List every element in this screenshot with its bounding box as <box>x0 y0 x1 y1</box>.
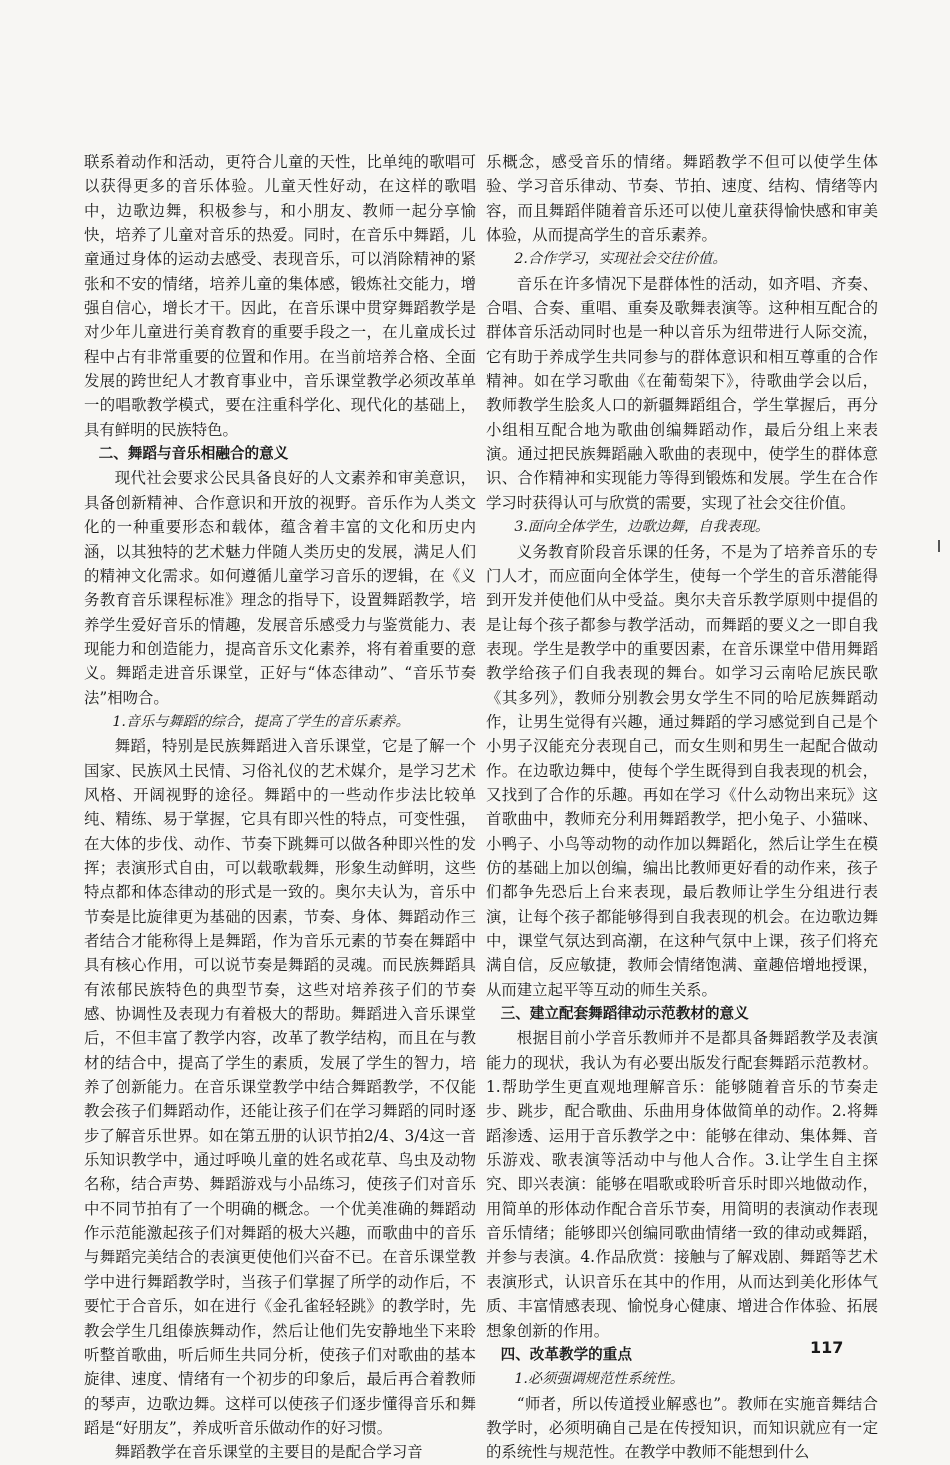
paragraph: 舞蹈教学在音乐课堂的主要目的是配合学习音 <box>114 1443 423 1462</box>
page-number: 117 <box>810 1338 844 1357</box>
paragraph: “师者，所以传道授业解惑也”。教师在实施音舞结合教学时，必须明确自己是在传授知识，而知识就应有一定的系统性与规范性。在教学中教师不能想到什么 <box>486 1394 878 1462</box>
paragraph: 音乐在许多情况下是群体性的活动，如齐唱、齐奏、合唱、合奏、重唱、重奏及歌舞表演等。这种相互配合的群体音乐活动同时也是一种以音乐为纽带进行人际交流，它有助于养成学生共同参与的群体意识和相互尊重的合作精神。如在学习歌曲《在葡萄架下》，待歌曲学会以后，教师教学生脍炙人口的新疆舞蹈组合，学生掌握后，再分小组相互配合地为歌曲创编舞蹈动作，最后分组上来表演。通过把民族舞蹈融入歌曲的表现中，使学生的群体意识、合作精神和实现能力等得到锻炼和发展。学生在合作学习时获得认可与欣赏的需要，实现了社会交往价值。 <box>486 274 878 512</box>
paragraph: 现代社会要求公民具备良好的人文素养和审美意识，具备创新精神、合作意识和开放的视野。音乐作为人类文化的一种重要形态和载体，蕴含着丰富的文化和历史内涵，以其独特的艺术魅力伴随人类历史的发展，满足人们的精神文化需求。如何遵循儿童学习音乐的逻辑，在《义务教育音乐课程标准》理念的指导下，设置舞蹈教学，培养学生爱好音乐的情趣，发展音乐感受力与鉴赏能力、表现能力和创造能力，提高音乐文化素养，将有着重要的意义。舞蹈走进音乐课堂，正好与“体态律动”、“音乐节奏法”相吻合。 <box>84 469 476 707</box>
left-column <box>84 150 476 1465</box>
subsection-heading: 3.面向全体学生，边歌边舞，自我表现。 <box>514 519 770 536</box>
scan-mark <box>938 540 940 552</box>
section-heading: 四、改革教学的重点 <box>500 1345 632 1363</box>
section-heading: 二、舞蹈与音乐相融合的意义 <box>98 445 289 463</box>
paragraph: 义务教育阶段音乐课的任务，不是为了培养音乐的专门人才，而应面向全体学生，使每一个学生的音乐潜能得到开发并使他们从中受益。奥尔夫音乐教学原则中提倡的是让每个孩子都参与教学活动，而舞蹈的要义之一即自我表现。学生是教学中的重要因素，在音乐课堂中借用舞蹈教学给孩子们自我表现的舞台。如学习云南哈尼族民歌《其多列》，教师分别教会男女学生不同的哈尼族舞蹈动作，让男生觉得有兴趣，通过舞蹈的学习感觉到自己是个小男子汉能充分表现自己，而女生则和男生一起配合做动作。在边歌边舞中，使每个学生既得到自我表现的机会，又找到了合作的乐趣。再如在学习《什么动物出来玩》这首歌曲中，教师充分利用舞蹈教学，把小兔子、小猫咪、小鸭子、小鸟等动物的动作加以舞蹈化，然后让学生在模仿的基础上加以创编，编出比教师更好看的动作来，孩子们都争先恐后上台来表现，最后教师让学生分组进行表演，让每个孩子都能够得到自我表现的机会。在边歌边舞中，课堂气氛达到高潮，在这种气氛中上课，孩子们将充满自信，反应敏捷，教师会情绪饱满、童趣倍增地授课，从而建立起平等互动的师生关系。 <box>486 542 878 999</box>
paragraph: 舞蹈，特别是民族舞蹈进入音乐课堂，它是了解一个国家、民族风土民情、习俗礼仪的艺术媒介，是学习艺术风格、开阔视野的途径。舞蹈中的一些动作步法比较单纯、精练、易于掌握，它具有即兴性的特点，可变性强，在大体的步伐、动作、节奏下跳舞可以做各种即兴性的发挥；表演形式自由，可以载歌载舞，形象生动鲜明，这些特点都和体态律动的形式是一致的。奥尔夫认为，音乐中节奏是比旋律更为基础的因素，节奏、身体、舞蹈动作三者结合才能称得上是舞蹈，作为音乐元素的节奏在舞蹈中具有核心作用，可以说节奏是舞蹈的灵魂。而民族舞蹈具有浓郁民族特色的典型节奏，这些对培养孩子们的节奏感、协调性及表现力有着极大的帮助。舞蹈进入音乐课堂后，不但丰富了教学内容，改革了教学结构，而且在与教材的结合中，提高了学生的素质，发展了学生的智力，培养了创新能力。在音乐课堂教学中结合舞蹈教学，不仅能教会孩子们舞蹈动作，还能让孩子们在学习舞蹈的同时逐步了解音乐世界。如在第五册的认识节拍2/4、3/4这一音乐知识教学中，通过呼唤儿童的姓名或花草、鸟虫及动物名称，结合声势、舞蹈游戏与小品练习，使孩子们对音乐中不同节拍有了一个明确的概念。一个优美准确的舞蹈动作示范能激起孩子们对舞蹈的极大兴趣，而歌曲中的音乐与舞蹈完美结合的表演更使他们兴奋不已。在音乐课堂教学中进行舞蹈教学时，当孩子们掌握了所学的动作后，不要忙于合音乐，如在进行《金孔雀轻轻跳》的教学时，先教会学生几组傣族舞动作，然后让他们先安静地坐下来聆听整首歌曲，听后师生共同分析，使孩子们对歌曲的基本旋律、速度、情绪有一个初步的印象后，最后再合着教师的琴声，边歌边舞。这样可以使孩子们逐步懂得音乐和舞蹈是“好朋友”，养成听音乐做动作的好习惯。 <box>84 737 476 1437</box>
subsection-heading: 1.必须强调规范性系统性。 <box>514 1371 684 1388</box>
paragraph: 根据目前小学音乐教师并不是都具备舞蹈教学及表演能力的现状，我认为有必要出版发行配套舞蹈示范教材。1.帮助学生更直观地理解音乐：能够随着音乐的节奏走步、跳步，配合歌曲、乐曲用身体做简单的动作。2.将舞蹈渗透、运用于音乐教学之中：能够在律动、集体舞、音乐游戏、歌表演等活动中与他人合作。3.让学生自主探究、即兴表演：能够在唱歌或聆听音乐时即兴地做动作，用简单的形体动作配合音乐节奏，用简明的表演动作表现音乐情绪；能够即兴创编同歌曲情绪一致的律动或舞蹈，并参与表演。4.作品欣赏：接触与了解戏剧、舞蹈等艺术表演形式，认识音乐在其中的作用，从而达到美化形体气质、丰富情感表现、愉悦身心健康、增进合作体验、拓展想象创新的作用。 <box>486 1029 878 1340</box>
subsection-heading: 2.合作学习，实现社会交往价值。 <box>514 251 727 268</box>
paragraph: 乐概念，感受音乐的情绪。舞蹈教学不但可以使学生体验、学习音乐律动、节奏、节拍、速度、结构、情绪等内容，而且舞蹈伴随着音乐还可以使儿童获得愉快感和审美体验，从而提高学生的音乐素养。 <box>486 153 878 245</box>
section-heading: 三、建立配套舞蹈律动示范教材的意义 <box>500 1005 749 1023</box>
right-column <box>486 150 878 1465</box>
paragraph: 联系着动作和活动，更符合儿童的天性，比单纯的歌唱可以获得更多的音乐体验。儿童天性好动，在这样的歌唱中，边歌边舞，积极参与，和小朋友、教师一起分享愉快，培养了儿童对音乐的热爱。同时，在音乐中舞蹈，儿童通过身体的运动去感受、表现音乐，可以消除精神的紧张和不安的情绪，培养儿童的集体感，锻炼社交能力，增强自信心，增长才干。因此，在音乐课中贯穿舞蹈教学是对少年儿童进行美育教育的重要手段之一，在儿童成长过程中占有非常重要的位置和作用。在当前培养合格、全面发展的跨世纪人才教育事业中，音乐课堂教学必须改革单一的唱歌教学模式，要在注重科学化、现代化的基础上，具有鲜明的民族特色。 <box>84 153 476 439</box>
subsection-heading: 1.音乐与舞蹈的综合，提高了学生的音乐素养。 <box>112 713 410 730</box>
